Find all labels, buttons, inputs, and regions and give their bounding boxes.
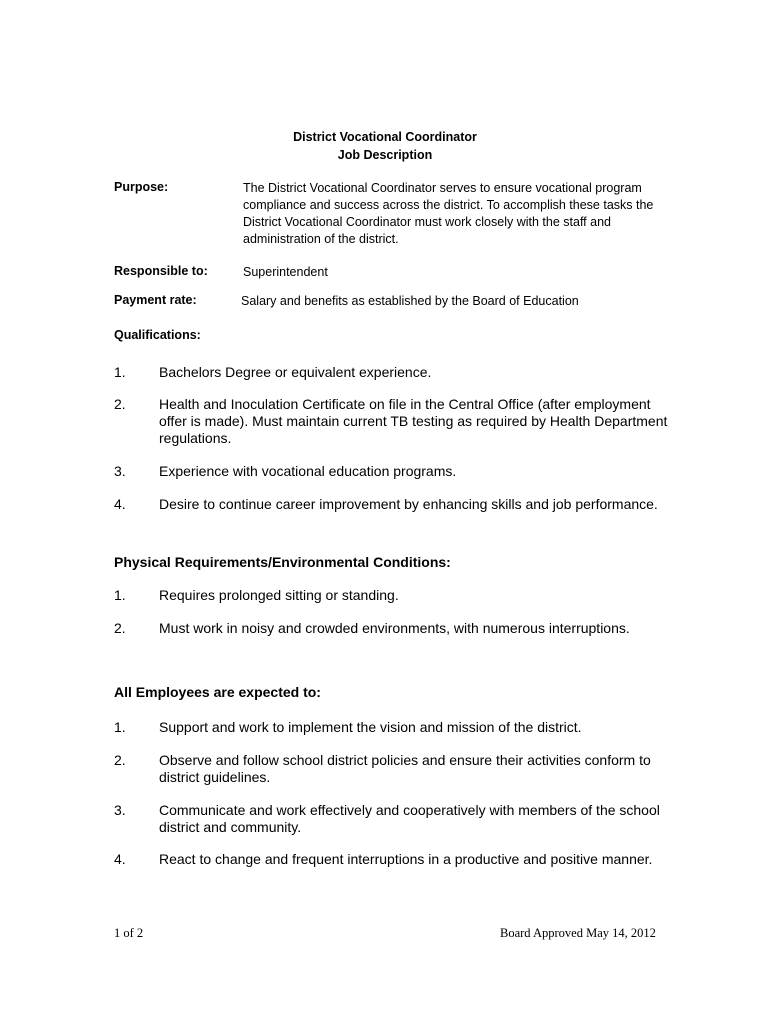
physical-heading: Physical Requirements/Environmental Conditions: <box>114 554 451 570</box>
item-number: 3. <box>114 463 126 479</box>
item-text: Bachelors Degree or equivalent experience. <box>159 364 432 380</box>
approval-date: Board Approved May 14, 2012 <box>500 926 656 940</box>
payment-label: Payment rate: <box>114 293 197 307</box>
item-number: 4. <box>114 851 126 867</box>
item-text: React to change and frequent interruptions in a productive and positive manner. <box>159 851 653 867</box>
responsible-label: Responsible to: <box>114 264 208 278</box>
document-subtitle: Job Description <box>337 148 433 162</box>
item-number: 3. <box>114 802 126 818</box>
item-number: 1. <box>114 364 126 380</box>
payment-value: Salary and benefits as established by the Board of Education <box>241 294 579 308</box>
item-text: Health and Inoculation Certificate on file in the Central Office (after employment offer is made). Must maintain current TB testing as required by Health Department regulations. <box>159 396 668 446</box>
item-text: Desire to continue career improvement by enhancing skills and job performance. <box>159 496 658 512</box>
item-number: 2. <box>114 620 126 636</box>
item-text: Communicate and work effectively and cooperatively with members of the school district and community. <box>159 802 660 835</box>
purpose-label: Purpose: <box>114 180 169 194</box>
item-number: 2. <box>114 396 126 412</box>
item-number: 1. <box>114 719 126 735</box>
page-number: 1 of 2 <box>114 926 144 940</box>
purpose-text: The District Vocational Coordinator serves to ensure vocational program compliance and success across the district. To accomplish these tasks the District Vocational Coordinator must work closely with the staff and administration of the district. <box>243 181 654 246</box>
item-text: Support and work to implement the vision and mission of the district. <box>159 719 582 735</box>
item-text: Observe and follow school district policies and ensure their activities conform to district guidelines. <box>159 752 651 785</box>
qualifications-heading: Qualifications: <box>114 328 201 342</box>
item-number: 1. <box>114 587 126 603</box>
document-title: District Vocational Coordinator <box>293 130 477 144</box>
employees-heading: All Employees are expected to: <box>114 684 321 700</box>
item-text: Experience with vocational education programs. <box>159 463 457 479</box>
item-text: Requires prolonged sitting or standing. <box>159 587 399 603</box>
responsible-value: Superintendent <box>243 265 328 279</box>
item-text: Must work in noisy and crowded environments, with numerous interruptions. <box>159 620 630 636</box>
item-number: 2. <box>114 752 126 768</box>
item-number: 4. <box>114 496 126 512</box>
